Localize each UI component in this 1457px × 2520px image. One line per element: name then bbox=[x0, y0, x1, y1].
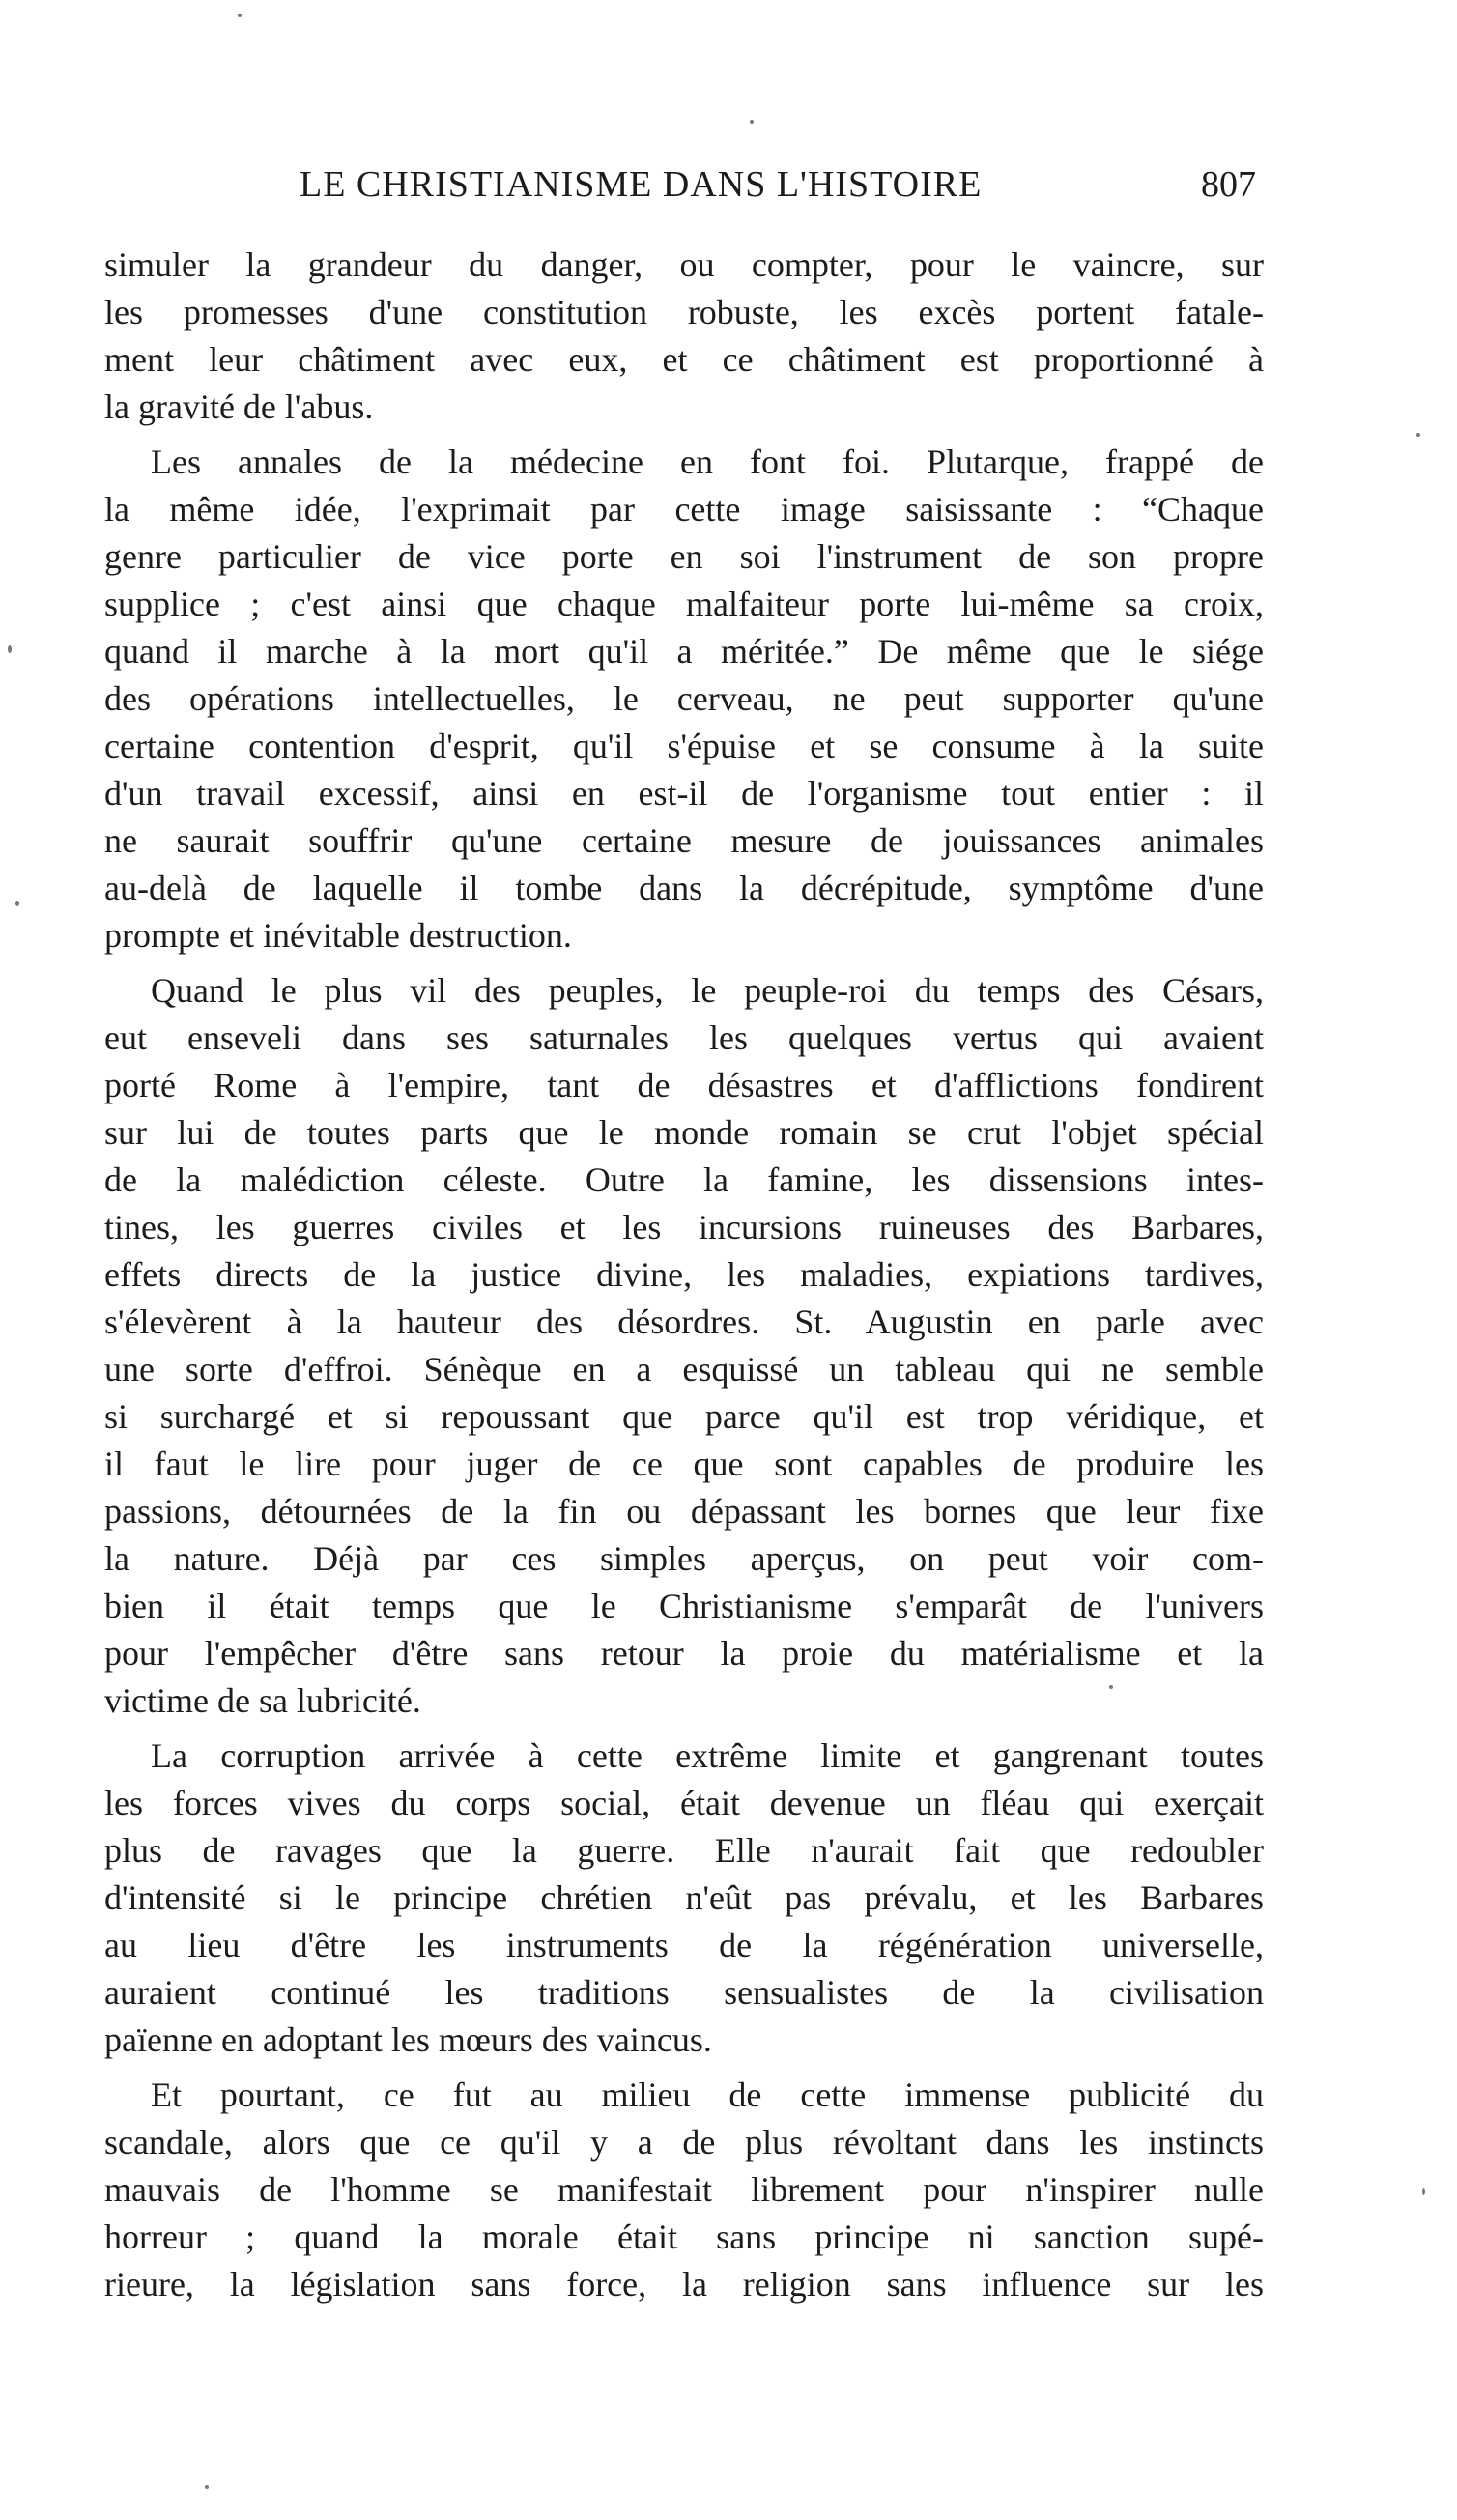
text-line: une sorte d'effroi. Sénèque en a esquissé un tableau qui ne semble bbox=[104, 1350, 1264, 1389]
text-line: Quand le plus vil des peuples, le peuple-roi du temps des Césars, bbox=[151, 971, 1264, 1010]
page-number: 807 bbox=[1201, 164, 1256, 205]
text-line: la même idée, l'exprimait par cette image saisissante : “Chaque bbox=[104, 490, 1264, 529]
text-line: ne saurait souffrir qu'une certaine mesure de jouissances animales bbox=[104, 821, 1264, 860]
text-line: la gravité de l'abus. bbox=[104, 387, 374, 426]
text-line: il faut le lire pour juger de ce que sont capables de produire les bbox=[104, 1445, 1264, 1483]
paragraph bbox=[104, 967, 1264, 1725]
text-line: bien il était temps que le Christianisme s'emparât de l'univers bbox=[104, 1587, 1264, 1625]
body-text bbox=[104, 242, 1264, 2316]
print-speck bbox=[750, 120, 754, 124]
text-line: genre particulier de vice porte en soi l'instrument de son propre bbox=[104, 537, 1264, 576]
running-head-title: LE CHRISTIANISME DANS L'HISTOIRE bbox=[300, 164, 983, 205]
text-line: effets directs de la justice divine, les maladies, expiations tardives, bbox=[104, 1255, 1264, 1294]
text-line: au-delà de laquelle il tombe dans la décrépitude, symptôme d'une bbox=[104, 869, 1264, 907]
text-line: simuler la grandeur du danger, ou compter, pour le vaincre, sur bbox=[104, 245, 1264, 284]
text-line: plus de ravages que la guerre. Elle n'aurait fait que redoubler bbox=[104, 1831, 1264, 1870]
running-head bbox=[116, 160, 1256, 209]
text-line: supplice ; c'est ainsi que chaque malfaiteur porte lui-même sa croix, bbox=[104, 585, 1264, 623]
paragraph bbox=[104, 2072, 1264, 2308]
paragraph bbox=[104, 1732, 1264, 2064]
text-line: prompte et inévitable destruction. bbox=[104, 916, 572, 955]
text-line: quand il marche à la mort qu'il a méritée.” De même que le siége bbox=[104, 632, 1264, 671]
text-line: Les annales de la médecine en font foi. Plutarque, frappé de bbox=[151, 443, 1264, 481]
print-speck bbox=[8, 645, 12, 653]
text-line: pour l'empêcher d'être sans retour la proie du matérialisme et la bbox=[104, 1634, 1264, 1673]
text-line: au lieu d'être les instruments de la régénération universelle, bbox=[104, 1926, 1264, 1964]
print-speck bbox=[238, 14, 242, 17]
print-speck bbox=[1416, 433, 1420, 437]
text-line: de la malédiction céleste. Outre la famine, les dissensions intes- bbox=[104, 1160, 1264, 1199]
text-line: païenne en adoptant les mœurs des vaincus. bbox=[104, 2020, 712, 2059]
text-line: mauvais de l'homme se manifestait librement pour n'inspirer nulle bbox=[104, 2170, 1264, 2209]
text-line: scandale, alors que ce qu'il y a de plus révoltant dans les instincts bbox=[104, 2123, 1264, 2162]
text-line: les promesses d'une constitution robuste, les excès portent fatale- bbox=[104, 293, 1264, 331]
text-line: les forces vives du corps social, était devenue un fléau qui exerçait bbox=[104, 1784, 1264, 1822]
text-line: la nature. Déjà par ces simples aperçus, on peut voir com- bbox=[104, 1539, 1264, 1578]
text-line: auraient continué les traditions sensualistes de la civilisation bbox=[104, 1973, 1264, 2012]
text-line: des opérations intellectuelles, le cerveau, ne peut supporter qu'une bbox=[104, 679, 1264, 718]
print-speck bbox=[15, 901, 19, 906]
text-line: victime de sa lubricité. bbox=[104, 1681, 421, 1720]
text-line: d'intensité si le principe chrétien n'eût pas prévalu, et les Barbares bbox=[104, 1878, 1264, 1917]
text-line: d'un travail excessif, ainsi en est-il de l'organisme tout entier : il bbox=[104, 774, 1264, 813]
text-line: certaine contention d'esprit, qu'il s'épuise et se consume à la suite bbox=[104, 727, 1264, 765]
print-speck bbox=[1422, 2188, 1425, 2195]
text-line: eut enseveli dans ses saturnales les quelques vertus qui avaient bbox=[104, 1018, 1264, 1057]
text-line: La corruption arrivée à cette extrême limite et gangrenant toutes bbox=[151, 1736, 1264, 1775]
text-line: si surchargé et si repoussant que parce qu'il est trop véridique, et bbox=[104, 1397, 1264, 1436]
text-line: tines, les guerres civiles et les incursions ruineuses des Barbares, bbox=[104, 1208, 1264, 1246]
text-line: s'élevèrent à la hauteur des désordres. St. Augustin en parle avec bbox=[104, 1303, 1264, 1341]
text-line: sur lui de toutes parts que le monde romain se crut l'objet spécial bbox=[104, 1113, 1264, 1152]
print-speck bbox=[1109, 1685, 1113, 1689]
text-line: ment leur châtiment avec eux, et ce châtiment est proportionné à bbox=[104, 340, 1264, 379]
text-line: passions, détournées de la fin ou dépassant les bornes que leur fixe bbox=[104, 1492, 1264, 1531]
text-line: porté Rome à l'empire, tant de désastres et d'afflictions fondirent bbox=[104, 1066, 1264, 1104]
text-line: Et pourtant, ce fut au milieu de cette immense publicité du bbox=[151, 2076, 1264, 2114]
text-line: horreur ; quand la morale était sans principe ni sanction supé- bbox=[104, 2218, 1264, 2256]
paragraph bbox=[104, 242, 1264, 431]
print-speck bbox=[205, 2485, 209, 2489]
text-line: rieure, la législation sans force, la religion sans influence sur les bbox=[104, 2265, 1264, 2304]
paragraph bbox=[104, 439, 1264, 959]
